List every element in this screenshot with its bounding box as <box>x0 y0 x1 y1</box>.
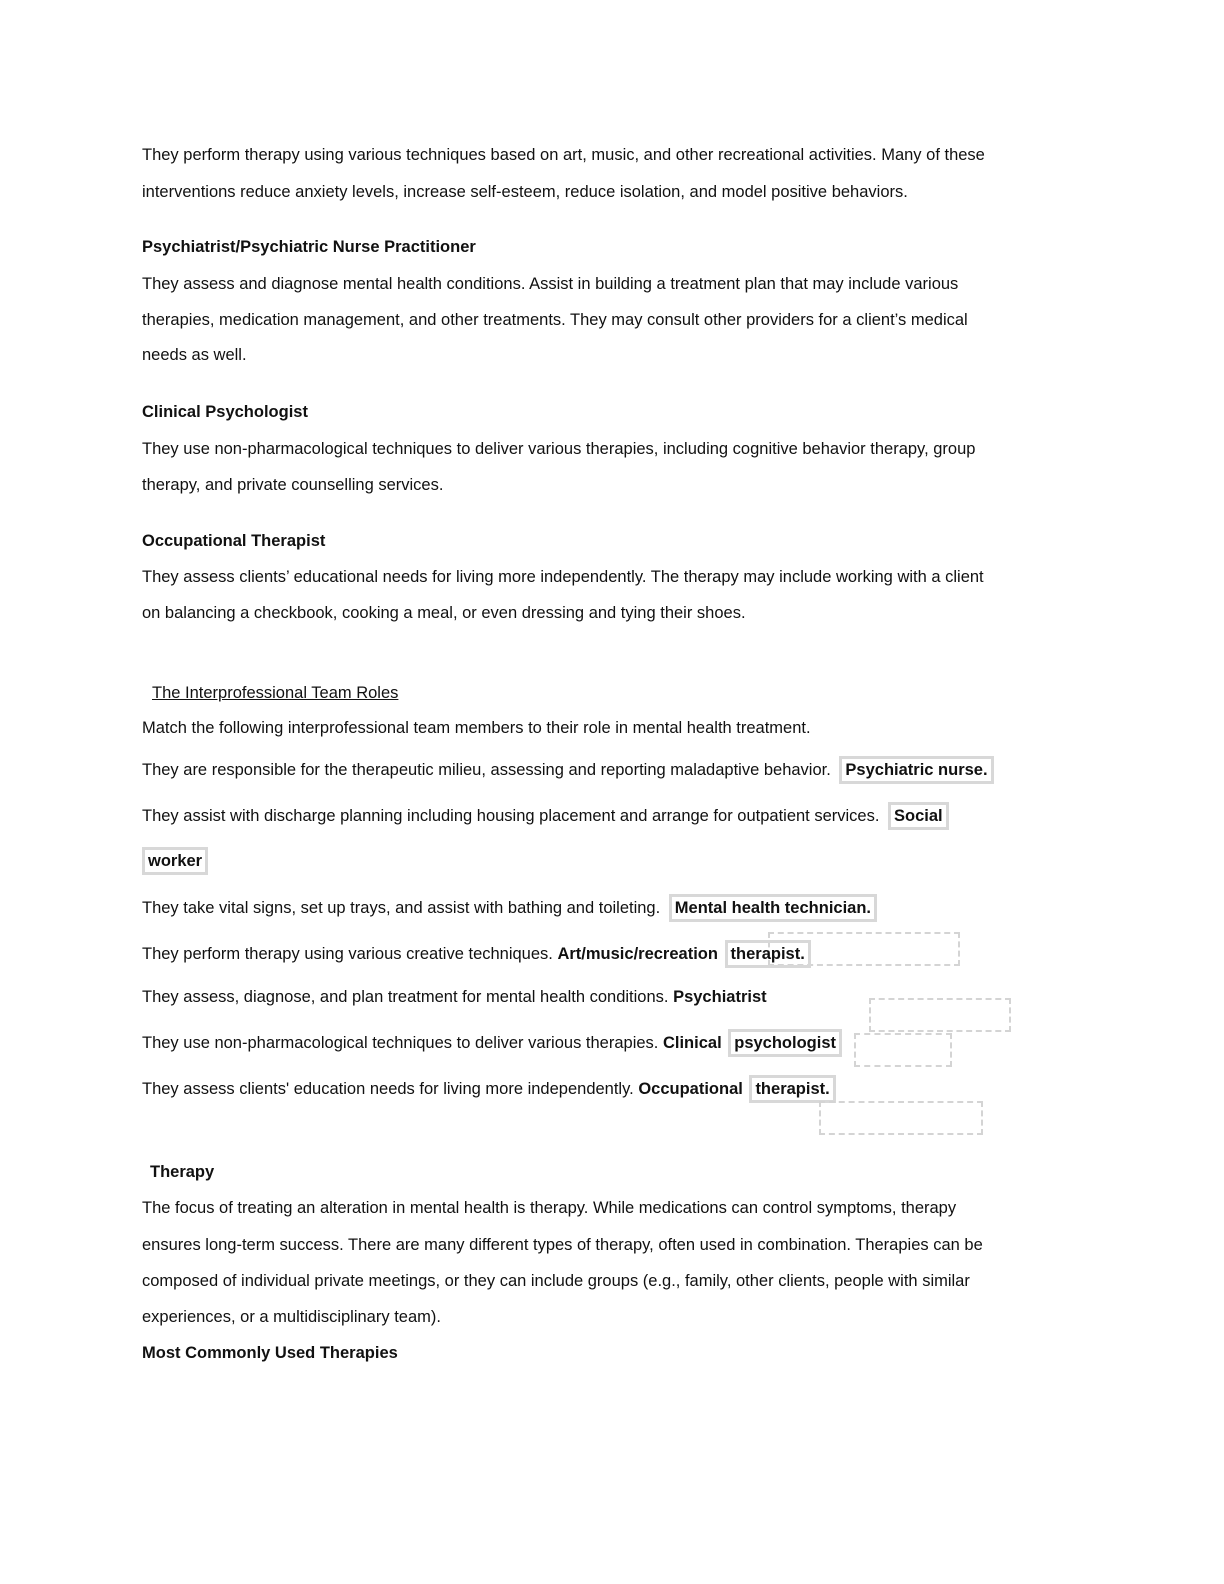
ot-line-2: on balancing a checkbook, cooking a meal, or even dressing and tying their shoes. <box>142 604 746 622</box>
psychiatrist-heading: Psychiatrist/Psychiatric Nurse Practitioner <box>142 238 476 256</box>
psychiatrist-line-2: therapies, medication management, and other treatments. They may consult other providers for a client’s medical <box>142 311 968 329</box>
answer-text: Art/music/recreation <box>557 945 718 963</box>
match-item-art-therapist <box>142 940 811 968</box>
intro-line-1: They perform therapy using various techniques based on art, music, and other recreational activities. Many of these <box>142 146 985 164</box>
team-roles-heading: The Interprofessional Team Roles <box>152 684 399 702</box>
team-roles-instruction: Match the following interprofessional team members to their role in mental health treatment. <box>142 719 811 737</box>
answer-text: Occupational <box>638 1080 743 1098</box>
psychiatrist-line-3: needs as well. <box>142 346 247 364</box>
answer-box[interactable]: Mental health technician. <box>669 894 877 922</box>
match-prompt: They are responsible for the therapeutic milieu, assessing and reporting maladaptive behavior. <box>142 761 831 779</box>
match-prompt: They take vital signs, set up trays, and assist with bathing and toileting. <box>142 899 661 917</box>
psychologist-heading: Clinical Psychologist <box>142 403 308 421</box>
ot-heading: Occupational Therapist <box>142 532 326 550</box>
match-item-psychiatric-nurse <box>142 756 994 784</box>
answer-box[interactable]: Social <box>888 802 949 830</box>
answer-box[interactable]: psychologist <box>728 1029 842 1057</box>
therapy-line-4: experiences, or a multidisciplinary team). <box>142 1308 441 1326</box>
match-item-clinical-psychologist <box>142 1029 842 1057</box>
dashed-drop-zone <box>854 1033 952 1067</box>
match-item-social-worker <box>142 802 949 830</box>
answer-box[interactable]: therapist. <box>749 1075 835 1103</box>
answer-text: Clinical <box>662 1034 722 1052</box>
therapy-line-1: The focus of treating an alteration in mental health is therapy. While medications can control symptoms, therapy <box>142 1199 957 1217</box>
therapy-line-3: composed of individual private meetings, or they can include groups (e.g., family, other clients, people with similar <box>142 1272 970 1290</box>
answer-box[interactable]: worker <box>142 847 208 875</box>
intro-line-2: interventions reduce anxiety levels, increase self-esteem, reduce isolation, and model positive behaviors. <box>142 183 908 201</box>
answer-text: Psychiatrist <box>673 988 767 1006</box>
psychologist-line-2: therapy, and private counselling services. <box>142 476 444 494</box>
match-prompt: They use non-pharmacological techniques to deliver various therapies. <box>142 1034 659 1052</box>
match-item-social-worker-continued <box>142 847 208 875</box>
match-prompt: They perform therapy using various creative techniques. <box>142 945 553 963</box>
match-prompt: They assist with discharge planning including housing placement and arrange for outpatient services. <box>142 807 880 825</box>
therapy-subheading: Most Commonly Used Therapies <box>142 1344 398 1362</box>
psychologist-line-1: They use non-pharmacological techniques to deliver various therapies, including cognitive behavior therapy, group <box>142 440 976 458</box>
therapy-heading: Therapy <box>150 1163 215 1181</box>
match-item-occupational-therapist <box>142 1075 836 1103</box>
answer-box[interactable]: Psychiatric nurse. <box>839 756 993 784</box>
match-prompt: They assess clients' education needs for living more independently. <box>142 1080 634 1098</box>
psychiatrist-line-1: They assess and diagnose mental health conditions. Assist in building a treatment plan that may include various <box>142 275 959 293</box>
answer-box[interactable]: therapist. <box>725 940 811 968</box>
match-item-mental-health-technician <box>142 894 877 922</box>
dashed-drop-zone <box>819 1101 983 1135</box>
match-item-psychiatrist <box>142 987 767 1007</box>
therapy-line-2: ensures long-term success. There are many different types of therapy, often used in combination. Therapies can be <box>142 1236 983 1254</box>
dashed-drop-zone <box>869 998 1011 1032</box>
ot-line-1: They assess clients’ educational needs for living more independently. The therapy may include working with a client <box>142 568 984 586</box>
match-prompt: They assess, diagnose, and plan treatment for mental health conditions. <box>142 988 669 1006</box>
